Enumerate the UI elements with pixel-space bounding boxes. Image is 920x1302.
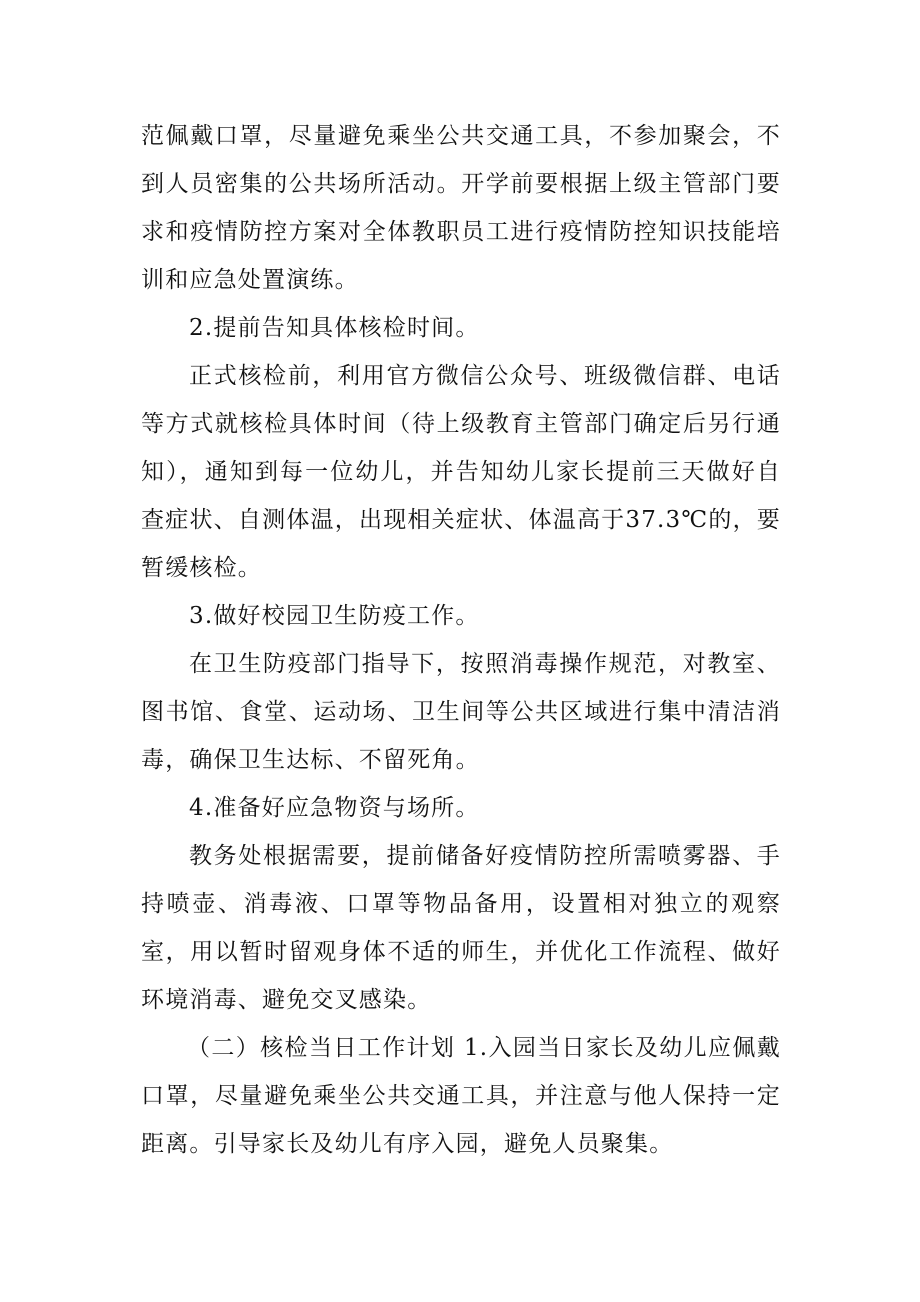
document-body bbox=[141, 112, 781, 1168]
paragraph-emergency-supplies: 教务处根据需要，提前储备好疫情防控所需喷雾器、手持喷壶、消毒液、口罩等物品备用，设置相对独立的观察室，用以暂时留观身体不适的师生，并优化工作流程、做好环境消毒、避免交叉感染。 bbox=[141, 843, 781, 1013]
paragraph-campus-hygiene: 在卫生防疫部门指导下，按照消毒操作规范，对教室、图书馆、食堂、运动场、卫生间等公共区域进行集中清洁消毒，确保卫生达标、不留死角。 bbox=[141, 651, 781, 773]
subheading-emergency-supplies: 4.准备好应急物资与场所。 bbox=[189, 795, 480, 821]
paragraph-notify-time: 正式核检前，利用官方微信公众号、班级微信群、电话等方式就核检具体时间（待上级教育主管部门确定后另行通知），通知到每一位幼儿，并告知幼儿家长提前三天做好自查症状、自测体温，出现相关症状、体温高于37.3℃的，要暂缓核检。 bbox=[141, 363, 781, 581]
subheading-notify-time: 2.提前告知具体核检时间。 bbox=[189, 315, 480, 341]
paragraph-continuation: 范佩戴口罩，尽量避免乘坐公共交通工具，不参加聚会，不到人员密集的公共场所活动。开学前要根据上级主管部门要求和疫情防控方案对全体教职员工进行疫情防控知识技能培训和应急处置演练。 bbox=[141, 123, 781, 293]
paragraph-inspection-day-plan: （二）核检当日工作计划 1.入园当日家长及幼儿应佩戴口罩，尽量避免乘坐公共交通工具，并注意与他人保持一定距离。引导家长及幼儿有序入园，避免人员聚集。 bbox=[141, 1035, 781, 1157]
subheading-campus-hygiene: 3.做好校园卫生防疫工作。 bbox=[189, 603, 480, 629]
